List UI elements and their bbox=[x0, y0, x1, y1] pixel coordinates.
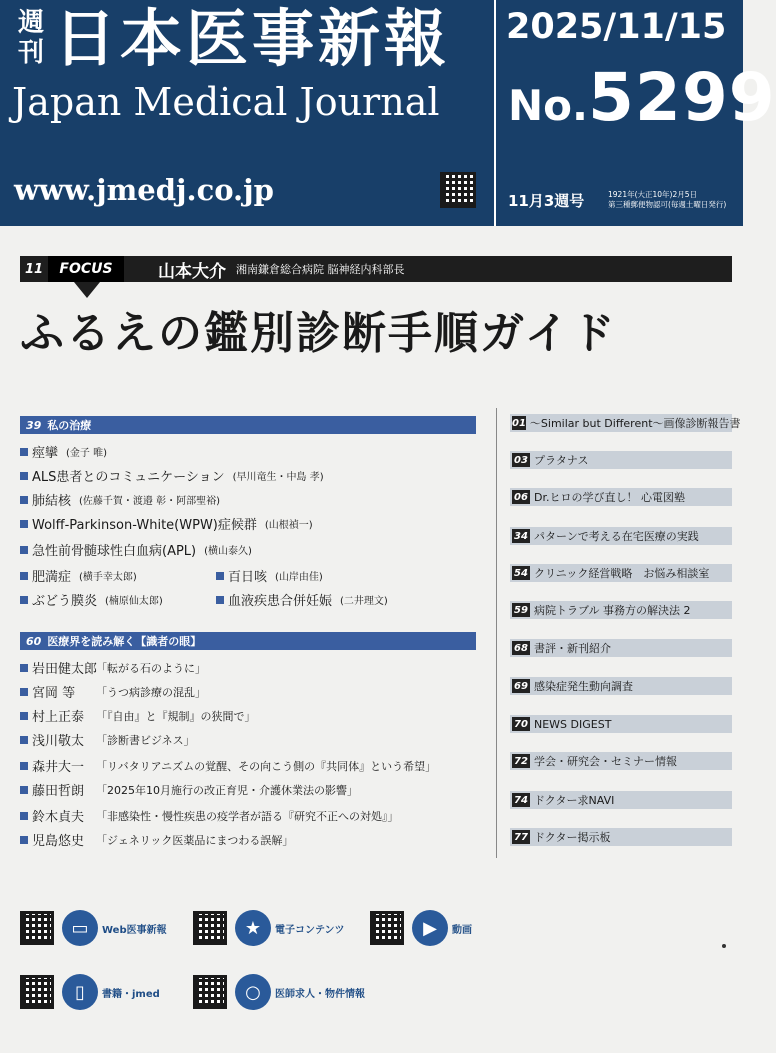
focus-affiliation: 湘南鎌倉総合病院 脳神経内科部長 bbox=[236, 263, 405, 276]
bullet-icon bbox=[20, 688, 28, 696]
bullet-icon bbox=[216, 596, 224, 604]
right-list-item[interactable] bbox=[510, 601, 732, 619]
item-title: 「『自由』と『規制』の狭間で」 bbox=[96, 709, 256, 723]
footer-label: 書籍・jmed bbox=[102, 988, 160, 1000]
right-list-item[interactable] bbox=[510, 451, 732, 469]
section-page: 60 bbox=[26, 634, 42, 648]
item-author: (早川竜生・中島 孝) bbox=[232, 472, 324, 483]
item-title: ドクター掲示板 bbox=[534, 831, 611, 844]
item-author: (二井理文) bbox=[340, 596, 388, 607]
focus-author: 山本大介 bbox=[158, 261, 226, 282]
postal-line-2: 第三種郵便物認可(毎週土曜日発行) bbox=[608, 200, 727, 209]
list-item[interactable] bbox=[20, 566, 137, 585]
item-page: 72 bbox=[512, 754, 530, 768]
item-title: ぶどう膜炎 bbox=[32, 594, 98, 609]
qr-code-icon[interactable] bbox=[20, 911, 54, 945]
right-list-item[interactable] bbox=[510, 639, 732, 657]
item-title: ～Similar but Different～画像診断報告書 bbox=[529, 417, 741, 430]
list-item[interactable] bbox=[20, 706, 256, 725]
issue-date: 2025/11/15 bbox=[506, 7, 727, 47]
bullet-icon bbox=[20, 448, 28, 456]
right-list-item[interactable] bbox=[510, 752, 732, 770]
item-author: (横山泰久) bbox=[204, 546, 252, 557]
bullet-icon bbox=[20, 520, 28, 528]
section-opinion-header[interactable] bbox=[20, 632, 476, 650]
focus-label: FOCUS bbox=[48, 256, 124, 282]
masthead-divider bbox=[494, 0, 496, 226]
item-page: 34 bbox=[512, 529, 530, 543]
list-item[interactable] bbox=[20, 540, 252, 559]
item-author: (楠原仙太郎) bbox=[105, 596, 163, 607]
right-list-item[interactable] bbox=[510, 564, 732, 582]
item-title: 書評・新刊紹介 bbox=[534, 642, 611, 655]
item-page: 68 bbox=[512, 641, 530, 655]
item-page: 74 bbox=[512, 793, 530, 807]
item-title: 「2025年10月施行の改正育児・介護休業法の影響」 bbox=[96, 783, 358, 797]
item-page: 03 bbox=[512, 453, 530, 467]
list-item[interactable] bbox=[20, 514, 313, 533]
bullet-icon bbox=[20, 596, 28, 604]
item-page: 54 bbox=[512, 566, 530, 580]
item-page: 77 bbox=[512, 830, 530, 844]
masthead bbox=[0, 0, 776, 226]
item-title: 感染症発生動向調査 bbox=[534, 680, 633, 693]
list-item[interactable] bbox=[216, 566, 323, 585]
issue-week: 11月3週号 bbox=[508, 192, 585, 210]
qr-code-icon[interactable] bbox=[193, 975, 227, 1009]
item-author: 藤田哲朗 bbox=[32, 784, 85, 799]
item-page: 69 bbox=[512, 679, 530, 693]
item-title: 「うつ病診療の混乱」 bbox=[96, 685, 206, 699]
bullet-icon bbox=[20, 712, 28, 720]
item-title: 痙攣 bbox=[32, 446, 59, 461]
item-title: 血液疾患合併妊娠 bbox=[228, 594, 333, 609]
list-item[interactable] bbox=[216, 590, 388, 609]
book-icon: ▯ bbox=[62, 974, 98, 1010]
item-title: Wolff-Parkinson-White(WPW)症候群 bbox=[32, 518, 257, 533]
footer-label: 医師求人・物件情報 bbox=[275, 988, 365, 1000]
section-page: 39 bbox=[26, 418, 42, 432]
bullet-icon bbox=[20, 572, 28, 580]
item-title: 百日咳 bbox=[228, 570, 268, 585]
item-page: 01 bbox=[512, 417, 526, 429]
section-title: 医療界を読み解く【識者の眼】 bbox=[47, 635, 202, 648]
magazine-title-en: Japan Medical Journal bbox=[12, 80, 440, 124]
item-title: 「リバタリアニズムの覚醒、その向こう側の『共同体』という希望」 bbox=[96, 759, 437, 773]
right-list-item[interactable] bbox=[510, 414, 741, 432]
focus-page: 11 bbox=[24, 261, 44, 277]
postal-info bbox=[608, 190, 740, 210]
item-author: 宮岡 等 bbox=[32, 686, 76, 701]
section-treatment-header[interactable] bbox=[20, 416, 476, 434]
item-title: 急性前骨髄球性白血病(APL) bbox=[32, 544, 197, 559]
item-author: (横手幸太郎) bbox=[79, 572, 137, 583]
right-list-item[interactable] bbox=[510, 828, 732, 846]
monitor-icon: ▭ bbox=[62, 910, 98, 946]
bullet-icon bbox=[20, 836, 28, 844]
footer-jobs-link[interactable] bbox=[193, 974, 365, 1010]
bullet-icon bbox=[20, 546, 28, 554]
focus-pointer-icon bbox=[74, 282, 100, 298]
list-item[interactable] bbox=[20, 490, 220, 509]
qr-code-icon[interactable] bbox=[20, 975, 54, 1009]
bullet-icon bbox=[20, 812, 28, 820]
column-divider bbox=[496, 408, 497, 858]
item-author: 村上正泰 bbox=[32, 710, 85, 725]
item-page: 06 bbox=[512, 490, 530, 504]
qr-code-icon[interactable] bbox=[193, 911, 227, 945]
item-title: プラタナス bbox=[534, 454, 589, 467]
list-item[interactable] bbox=[20, 658, 206, 677]
item-title: ドクター求NAVI bbox=[534, 794, 615, 807]
right-list-item[interactable] bbox=[510, 527, 732, 545]
focus-bar[interactable] bbox=[20, 256, 732, 282]
footer-label: 電子コンテンツ bbox=[275, 924, 345, 936]
right-list-item[interactable] bbox=[510, 488, 732, 506]
footer-ebook-link[interactable] bbox=[193, 910, 345, 946]
list-item[interactable] bbox=[20, 830, 293, 849]
item-author: 鈴木貞夫 bbox=[32, 810, 85, 825]
footer-books-link[interactable] bbox=[20, 974, 160, 1010]
play-icon: ▶ bbox=[412, 910, 448, 946]
weekly-label: 週刊 bbox=[17, 8, 44, 68]
list-item[interactable] bbox=[20, 730, 195, 749]
feature-headline[interactable]: ふるえの鑑別診断手順ガイド bbox=[20, 308, 617, 359]
item-title: Dr.ヒロの学び直し！ 心電図塾 bbox=[534, 491, 685, 504]
postal-line-1: 1921年(大正10年)2月5日 bbox=[608, 190, 698, 199]
item-author: 森井大一 bbox=[32, 760, 85, 775]
item-title: 「転がる石のように」 bbox=[96, 661, 206, 675]
list-item[interactable] bbox=[20, 442, 107, 461]
item-author: 児島悠史 bbox=[32, 834, 85, 849]
right-list-item[interactable] bbox=[510, 677, 732, 695]
list-item[interactable] bbox=[20, 756, 436, 775]
item-title: クリニック経営戦略 お悩み相談室 bbox=[534, 567, 710, 580]
right-list-item[interactable] bbox=[510, 715, 732, 733]
item-author: 岩田健太郎 bbox=[32, 662, 98, 677]
item-title: 病院トラブル 事務方の解決法 2 bbox=[534, 604, 691, 617]
website-url[interactable]: www.jmedj.co.jp bbox=[14, 173, 274, 207]
item-title: 学会・研究会・セミナー情報 bbox=[534, 755, 677, 768]
issue-number-value: 5299 bbox=[587, 59, 776, 136]
item-title: 「診断書ビジネス」 bbox=[96, 733, 195, 747]
list-item[interactable] bbox=[20, 682, 206, 701]
item-author: (金子 唯) bbox=[66, 448, 107, 459]
item-author: 浅川敬太 bbox=[32, 734, 85, 749]
item-page: 59 bbox=[512, 603, 530, 617]
footer-label: 動画 bbox=[452, 924, 472, 936]
issue-number-label: No. bbox=[508, 81, 588, 130]
bullet-icon bbox=[20, 664, 28, 672]
list-item[interactable] bbox=[20, 780, 358, 799]
right-list-item[interactable] bbox=[510, 791, 732, 809]
footer-video-link[interactable] bbox=[370, 910, 472, 946]
magazine-title-jp: 日本医事新報 bbox=[54, 2, 451, 75]
magnifier-icon: ○ bbox=[235, 974, 271, 1010]
item-title: 肺結核 bbox=[32, 494, 72, 509]
footer-web-link[interactable] bbox=[20, 910, 167, 946]
bullet-icon bbox=[20, 786, 28, 794]
page-mark bbox=[722, 944, 726, 948]
qr-code-icon[interactable] bbox=[370, 911, 404, 945]
item-title: ALS患者とのコミュニケーション bbox=[32, 470, 225, 485]
item-author: (山根禎一) bbox=[264, 520, 313, 531]
list-item[interactable] bbox=[20, 466, 324, 485]
item-title: パターンで考える在宅医療の実践 bbox=[534, 530, 699, 543]
bullet-icon bbox=[20, 472, 28, 480]
item-author: (山岸由佳) bbox=[275, 572, 323, 583]
item-author: (佐藤千賀・渡邉 彰・阿部聖裕) bbox=[79, 496, 220, 507]
qr-code-icon[interactable] bbox=[440, 172, 476, 208]
item-title: 「非感染性・慢性疾患の疫学者が語る『研究不正への対処』」 bbox=[96, 809, 399, 823]
section-title: 私の治療 bbox=[47, 419, 92, 432]
bullet-icon bbox=[20, 496, 28, 504]
list-item[interactable] bbox=[20, 590, 163, 609]
list-item[interactable] bbox=[20, 806, 399, 825]
footer-label: Web医事新報 bbox=[102, 924, 167, 936]
bullet-icon bbox=[216, 572, 224, 580]
stars-icon: ★ bbox=[235, 910, 271, 946]
bullet-icon bbox=[20, 736, 28, 744]
issue-number bbox=[508, 56, 776, 157]
bullet-icon bbox=[20, 762, 28, 770]
item-title: NEWS DIGEST bbox=[534, 717, 612, 731]
item-page: 70 bbox=[512, 717, 530, 731]
item-title: 「ジェネリック医薬品にまつわる誤解」 bbox=[96, 833, 294, 847]
item-title: 肥満症 bbox=[32, 570, 72, 585]
